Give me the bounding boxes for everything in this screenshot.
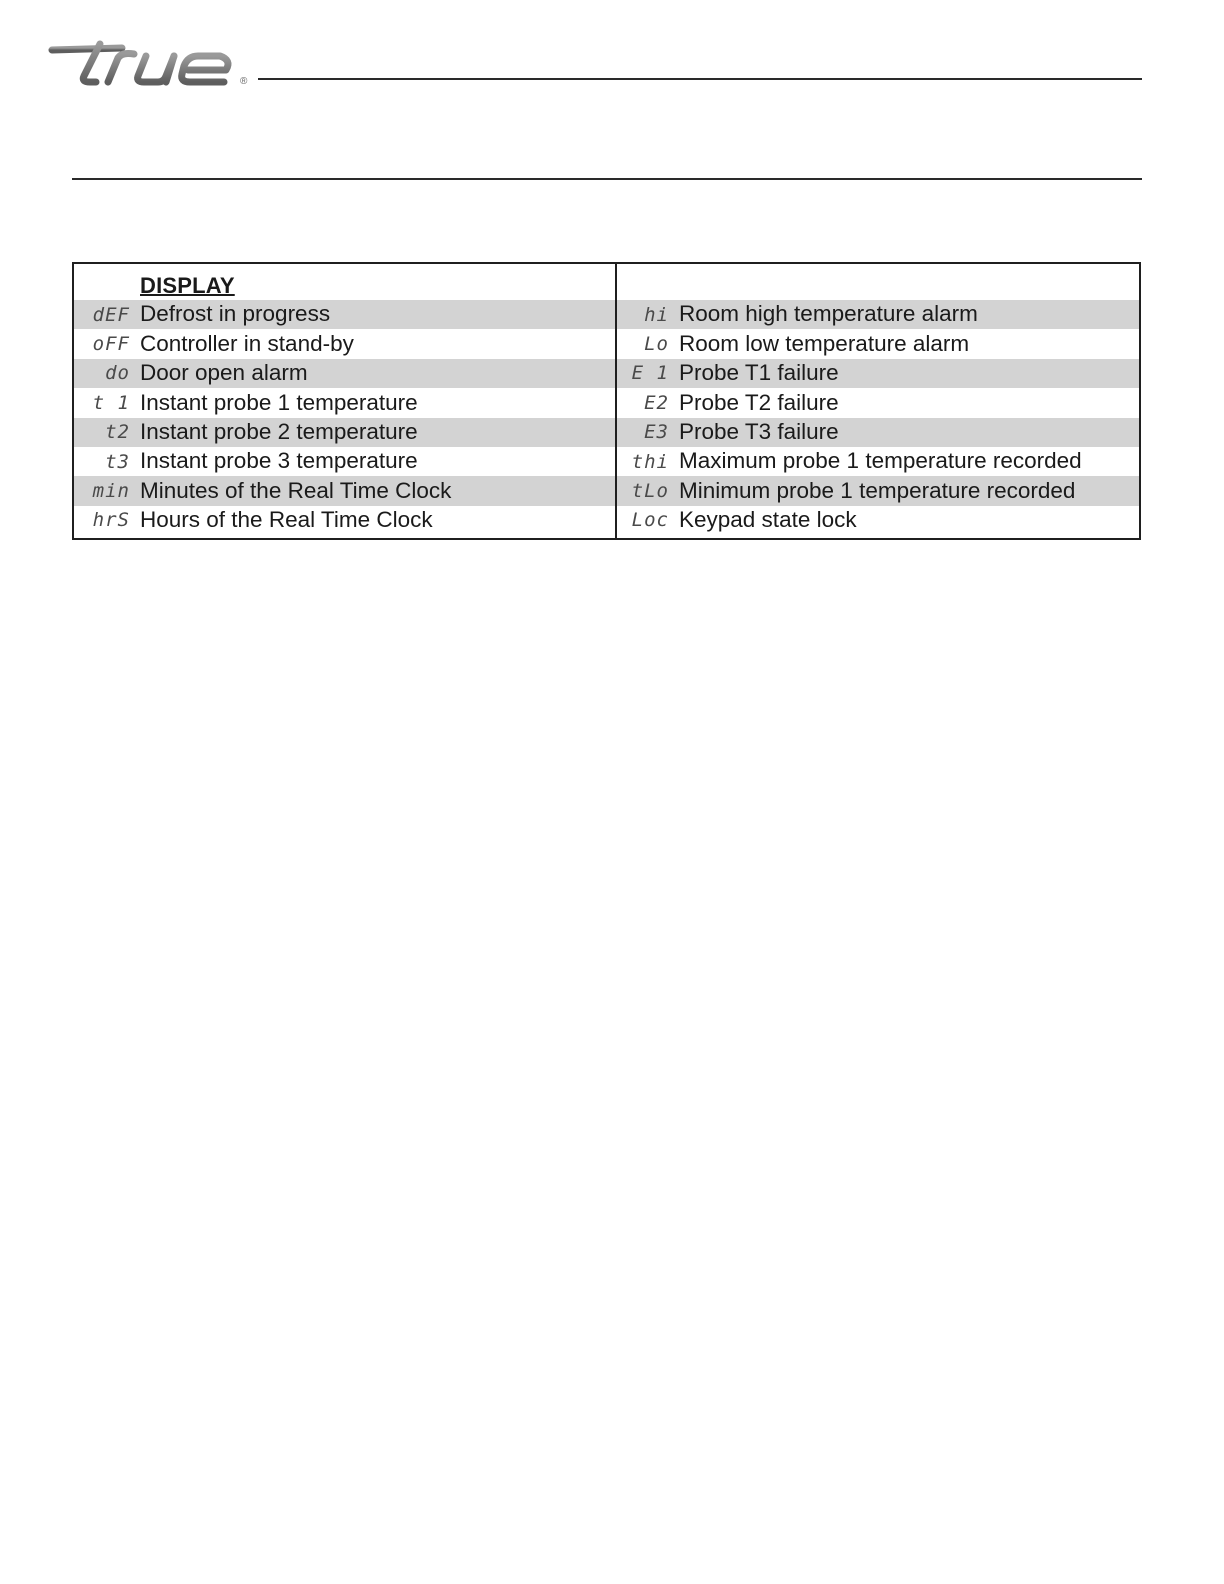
table-row — [617, 388, 1139, 417]
display-code: t2 — [105, 421, 130, 444]
table-row — [617, 300, 1139, 329]
table-row — [74, 329, 615, 358]
display-description: Defrost in progress — [140, 301, 331, 327]
display-description: Door open alarm — [140, 360, 308, 386]
table-row — [74, 447, 615, 476]
display-code: hrS — [92, 509, 130, 532]
registered-mark: ® — [240, 76, 248, 87]
table-row — [617, 418, 1139, 447]
display-code: dEF — [92, 303, 130, 326]
table-row — [74, 506, 615, 535]
display-code: t3 — [105, 450, 130, 473]
table-row — [617, 506, 1139, 535]
display-code: Lo — [644, 333, 669, 356]
right-column — [617, 264, 1139, 538]
display-code: thi — [631, 450, 669, 473]
display-description: Controller in stand-by — [140, 330, 354, 356]
display-description: Minutes of the Real Time Clock — [140, 477, 452, 503]
display-code: do — [105, 362, 130, 385]
display-code: t 1 — [92, 391, 130, 414]
display-description: Keypad state lock — [679, 507, 857, 533]
display-code: E 1 — [631, 362, 669, 385]
header-rule — [258, 78, 1142, 80]
display-description: Room high temperature alarm — [679, 301, 978, 327]
display-description: Maximum probe 1 temperature recorded — [679, 448, 1082, 474]
table-row — [74, 476, 615, 505]
true-logo-mark — [48, 36, 260, 88]
display-description: Minimum probe 1 temperature recorded — [679, 477, 1076, 503]
display-heading: DISPLAY — [140, 273, 235, 298]
table-header-right — [617, 264, 1139, 300]
table-row — [74, 388, 615, 417]
display-description: Probe T3 failure — [679, 419, 839, 444]
display-code: E3 — [644, 421, 669, 444]
display-description: Instant probe 2 temperature — [140, 419, 418, 444]
table-row — [617, 329, 1139, 358]
table-header-left — [74, 264, 615, 300]
display-code: tLo — [631, 480, 669, 503]
table-row — [617, 359, 1139, 388]
left-column — [74, 264, 617, 538]
display-description: Room low temperature alarm — [679, 330, 970, 356]
display-description: Instant probe 3 temperature — [140, 448, 418, 474]
display-code: Loc — [631, 509, 669, 532]
display-code: E2 — [644, 391, 669, 414]
table-row — [74, 418, 615, 447]
display-code: oFF — [92, 333, 130, 356]
section-rule — [72, 178, 1142, 180]
table-row — [74, 359, 615, 388]
display-description: Probe T1 failure — [679, 360, 839, 386]
display-code: min — [92, 480, 130, 503]
display-description: Instant probe 1 temperature — [140, 389, 418, 415]
true-logo — [48, 36, 260, 88]
display-codes-table — [72, 262, 1141, 540]
table-row — [74, 300, 615, 329]
display-code: hi — [644, 303, 669, 326]
display-description: Probe T2 failure — [679, 389, 839, 415]
display-description: Hours of the Real Time Clock — [140, 507, 433, 533]
table-row — [617, 447, 1139, 476]
table-row — [617, 476, 1139, 505]
